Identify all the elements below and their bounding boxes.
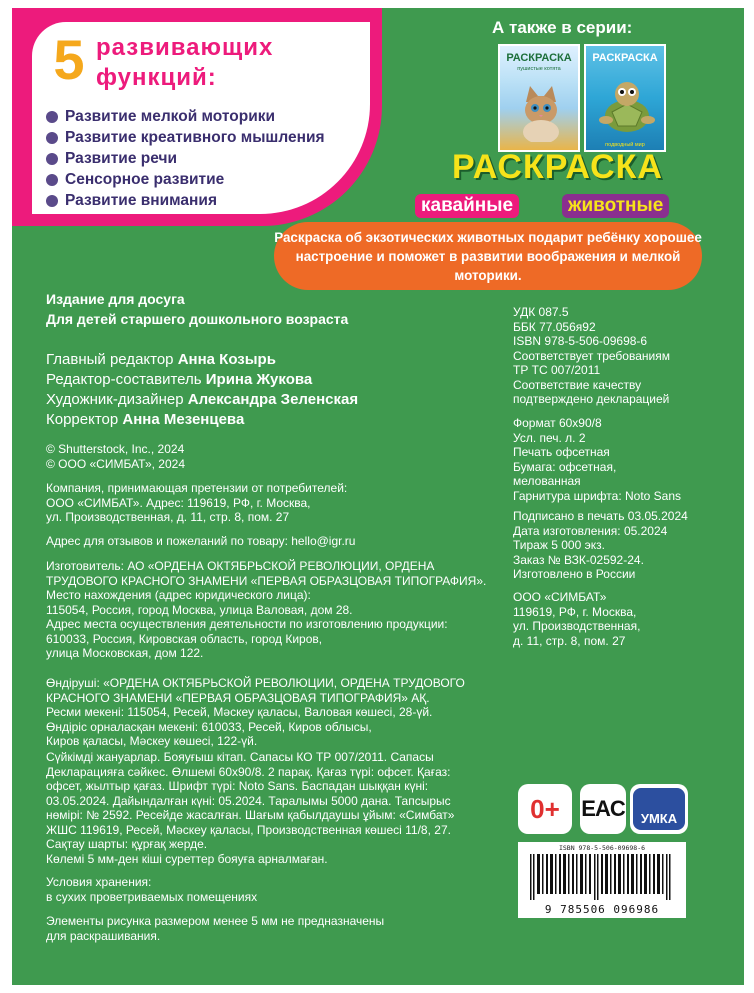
- printing-line: Изготовлено в России: [513, 567, 636, 581]
- format-line: Усл. печ. л. 2: [513, 430, 586, 445]
- age-rating-badge: 0+: [518, 784, 572, 834]
- kz-details-line: офсет, жылтыр қағаз. Шрифт түрі: Noto Sans. Баспадан шыққан күні:: [46, 779, 429, 793]
- barcode-number: 9 785506 096986: [544, 903, 660, 916]
- publisher-line: ООО «СИМБАТ»: [513, 590, 607, 604]
- product-subtitle-animals: животные: [562, 194, 669, 218]
- format-line: Гарнитура шрифта: Noto Sans: [513, 488, 682, 503]
- edition-line2: Для детей старшего дошкольного возраста: [46, 311, 349, 327]
- warning-line: для раскрашивания.: [46, 928, 161, 943]
- format-line: Печать офсетная: [513, 445, 610, 459]
- printing-line: Тираж 5 000 экз.: [513, 538, 605, 552]
- biblio-line: ББК 77.056я92: [513, 319, 596, 334]
- feedback-address: Адрес для отзывов и пожеланий по товару: hello@igr.ru: [46, 534, 356, 548]
- credit-chief-editor: Главный редактор Анна Козырь: [46, 351, 276, 368]
- series-book-sea: [584, 44, 666, 152]
- kz-details-line: Сүйкімді жануарлар. Бояуғыш кітап. Сапасы КО ТР 007/2011. Сапасы: [46, 750, 434, 764]
- manufacturer-line: Место нахождения (адрес юридического лица):: [46, 588, 311, 602]
- claims-line: Компания, принимающая претензии от потребителей:: [46, 481, 348, 495]
- biblio-line: Соответствие качеству: [513, 377, 642, 392]
- kitten-icon: [518, 84, 564, 142]
- series-title: А также в серии:: [492, 18, 633, 37]
- turtle-icon: [598, 76, 656, 142]
- features-list: [46, 106, 325, 211]
- book-title: РАСКРАСКА: [592, 52, 658, 64]
- kz-manufacturer-line: Өндіріс орналасқан мекені: 610033, Ресей, Киров облысы,: [46, 719, 372, 734]
- features-heading-line1: развивающих: [96, 34, 274, 61]
- biblio-line: УДК 087.5: [513, 305, 569, 319]
- copyright-line: © ООО «СИМБАТ», 2024: [46, 456, 185, 471]
- manufacturer-line: 115054, Россия, город Москва, улица Валовая, дом 28.: [46, 602, 353, 617]
- kz-details-line: 03.05.2024. Дайындалған күні: 05.2024. Таралымы 5000 дана. Тапсырыс: [46, 793, 451, 808]
- features-number: 5: [53, 28, 85, 91]
- printing-line: Заказ № ВЗК-02592-24.: [513, 552, 644, 567]
- manufacturer-line: Адрес места осуществления деятельности по изготовлению продукции:: [46, 617, 448, 631]
- format-line: мелованная: [513, 474, 581, 488]
- book-subtitle: пушистые котята: [517, 66, 561, 72]
- kz-manufacturer-line: Ресми мекені: 115054, Ресей, Мәскеу қаласы, Валовая көшесі, 28-үй.: [46, 705, 433, 719]
- book-title: РАСКРАСКА: [506, 52, 572, 64]
- feature-item: Развитие мелкой моторики: [46, 106, 325, 127]
- product-subtitle-kawaii: кавайные: [415, 194, 519, 218]
- credit-proofreader: Корректор Анна Мезенцева: [46, 411, 245, 428]
- kz-manufacturer-line: КРАСНОГО ЗНАМЕНИ «ПЕРВАЯ ОБРАЗЦОВАЯ ТИПОГРАФИЯ» АҚ.: [46, 690, 430, 705]
- storage-line: в сухих проветриваемых помещениях: [46, 889, 258, 904]
- format-line: Формат 60х90/8: [513, 416, 602, 430]
- barcode-isbn-text: ISBN 978-5-506-09698-6: [558, 844, 646, 852]
- feature-item: Развитие креативного мышления: [46, 127, 325, 148]
- bullet-icon: [46, 132, 58, 144]
- kz-details-line: Декларацияға сәйкес. Өлшемі 60х90/8. 2 парақ. Қағаз түрі: офсет. Қағаз:: [46, 764, 451, 779]
- eac-mark: EAC: [580, 784, 626, 834]
- manufacturer-line: Изготовитель: АО «ОРДЕНА ОКТЯБРЬСКОЙ РЕВОЛЮЦИИ, ОРДЕНА: [46, 559, 435, 573]
- biblio-line: Соответствует требованиям: [513, 348, 670, 363]
- kz-details-line: Сақтау шарты: құрғақ жерде.: [46, 837, 208, 851]
- credit-editor: Редактор-составитель Ирина Жукова: [46, 371, 313, 388]
- printing-line: Дата изготовления: 05.2024: [513, 523, 668, 538]
- barcode-bars-icon: [528, 854, 676, 900]
- claims-line: ООО «СИМБАТ». Адрес: 119619, РФ, г. Москва,: [46, 495, 311, 510]
- feature-item: Сенсорное развитие: [46, 169, 325, 190]
- edition-line1: Издание для досуга: [46, 291, 185, 307]
- product-title: РАСКРАСКА: [452, 148, 663, 186]
- manufacturer-line: улица Московская, дом 122.: [46, 646, 204, 660]
- manufacturer-line: ТРУДОВОГО КРАСНОГО ЗНАМЕНИ «ПЕРВАЯ ОБРАЗЦОВАЯ ТИПОГРАФИЯ».: [46, 573, 487, 588]
- feature-item: Развитие внимания: [46, 190, 325, 211]
- biblio-line: ISBN 978-5-506-09698-6: [513, 334, 648, 348]
- kz-details-line: ЖШС 119619, Ресей, Мәскеу қаласы, Производственная көшесі 11/8, 27.: [46, 822, 451, 837]
- book-back-cover: [12, 8, 744, 985]
- bullet-icon: [46, 111, 58, 123]
- features-heading-line2: функций:: [96, 64, 217, 91]
- kz-details-line: Көлемі 5 мм-ден кіші суреттер бояуға арналмаған.: [46, 851, 328, 866]
- product-description: Раскраска об экзотических животных подарит ребёнку хорошее настроение и поможет в развитии воображения и мелкой моторики.: [274, 222, 702, 290]
- umka-bear-icon: УМКА: [633, 788, 685, 830]
- copyright-line: © Shutterstock, Inc., 2024: [46, 442, 185, 456]
- publisher-line: 119619, РФ, г. Москва,: [513, 604, 637, 619]
- umka-logo: [630, 784, 688, 834]
- claims-line: ул. Производственная, д. 11, стр. 8, пом. 27: [46, 510, 290, 524]
- bullet-icon: [46, 195, 58, 207]
- bullet-icon: [46, 153, 58, 165]
- kz-manufacturer-line: Киров қаласы, Мәскеу көшесі, 122-үй.: [46, 734, 258, 748]
- kz-manufacturer-line: Өндіруші: «ОРДЕНА ОКТЯБРЬСКОЙ РЕВОЛЮЦИИ, ОРДЕНА ТРУДОВОГО: [46, 676, 465, 690]
- kz-details-line: нөмірі: № 2592. Ресейде жасалған. Шағым қабылдаушы ұйым: «Симбат»: [46, 808, 455, 822]
- publisher-line: д. 11, стр. 8, пом. 27: [513, 633, 626, 648]
- book-subtitle: подводный мир: [605, 142, 645, 148]
- biblio-line: подтверждено декларацией: [513, 392, 670, 406]
- format-line: Бумага: офсетная,: [513, 459, 617, 474]
- biblio-line: ТР ТС 007/2011: [513, 363, 601, 377]
- warning-line: Элементы рисунка размером менее 5 мм не предназначены: [46, 914, 385, 928]
- publisher-line: ул. Производственная,: [513, 619, 641, 633]
- isbn-barcode: [518, 842, 686, 918]
- manufacturer-line: 610033, Россия, Кировская область, город Киров,: [46, 631, 323, 646]
- printing-line: Подписано в печать 03.05.2024: [513, 509, 688, 523]
- bullet-icon: [46, 174, 58, 186]
- storage-line: Условия хранения:: [46, 875, 152, 889]
- credit-designer: Художник-дизайнер Александра Зеленская: [46, 391, 359, 408]
- series-book-kittens: [498, 44, 580, 152]
- feature-item: Развитие речи: [46, 148, 325, 169]
